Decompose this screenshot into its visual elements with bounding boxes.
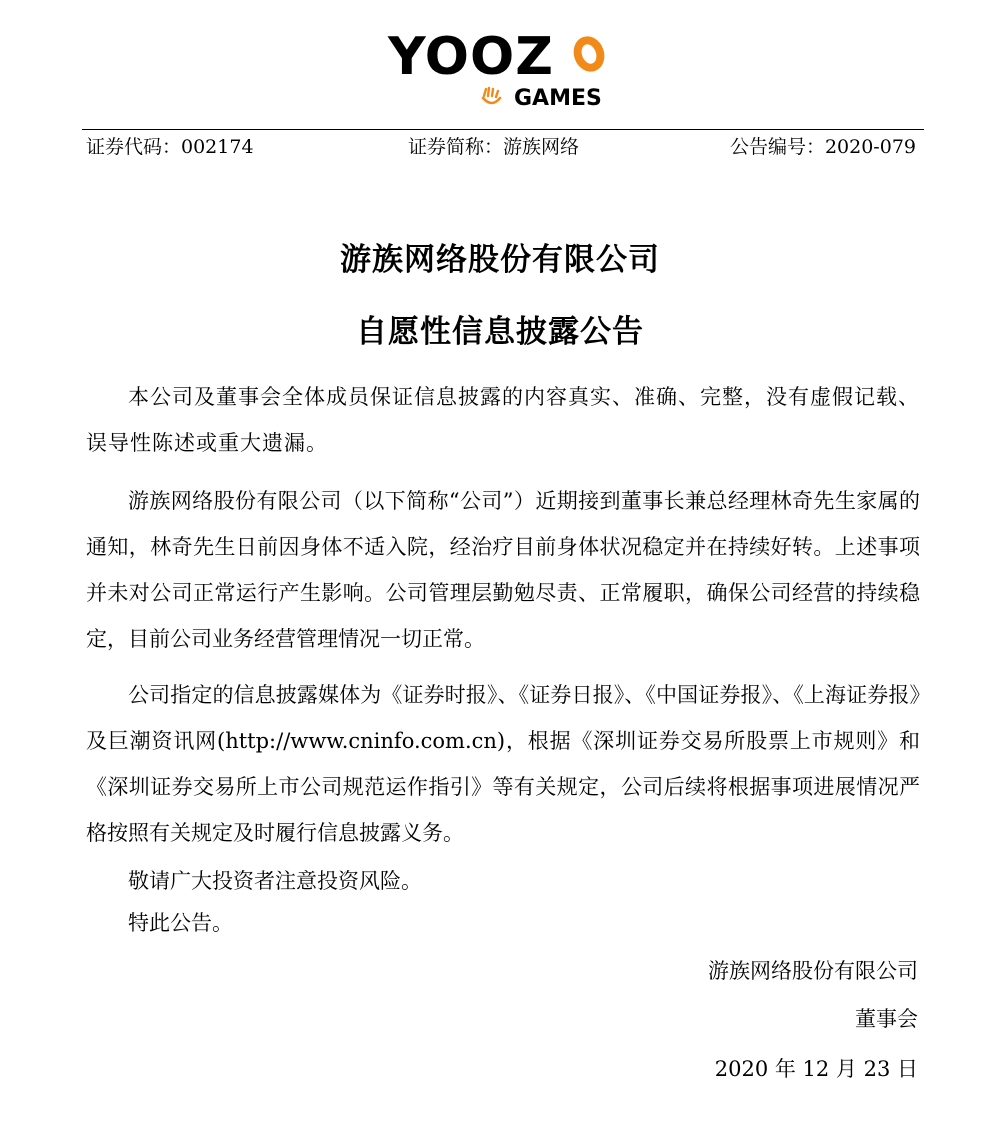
logo-games-text: GAMES — [514, 86, 602, 111]
notice-number: 公告编号：2020-079 — [729, 136, 916, 158]
signature-date: 2020 年 12 月 23 日 — [714, 1057, 918, 1081]
stock-code: 证券代码：002174 — [86, 136, 254, 158]
yoozoo-games-logo — [388, 27, 620, 112]
paragraph-closing: 特此公告。 — [128, 911, 233, 935]
header-divider — [82, 129, 924, 130]
paragraph-notice: 游族网络股份有限公司（以下简称“公司”）近期接到董事长兼总经理林奇先生家属的通知，林奇先生日前因身体不适入院，经治疗目前身体状况稳定并在持续好转。上述事项并未对公司正常运行产生影响。公司管理层勤勉尽责、正常履职，确保公司经营的持续稳定，目前公司业务经营管理情况一切正常。 — [86, 489, 920, 651]
stock-short-name: 证券简称：游族网络 — [408, 136, 580, 158]
signature-company: 游族网络股份有限公司 — [708, 959, 918, 983]
paragraph-guarantee: 本公司及董事会全体成员保证信息披露的内容真实、准确、完整，没有虚假记载、误导性陈述或重大遗漏。 — [86, 385, 920, 455]
hand-icon — [480, 86, 504, 110]
logo-wordmark: YOOZ — [388, 27, 554, 87]
notice-title: 自愿性信息披露公告 — [356, 314, 644, 350]
company-title: 游族网络股份有限公司 — [340, 242, 660, 278]
paragraph-risk: 敬请广大投资者注意投资风险。 — [128, 869, 422, 893]
signature-board: 董事会 — [855, 1007, 918, 1031]
paragraph-media: 公司指定的信息披露媒体为《证券时报》、《证券日报》、《中国证券报》、《上海证券报》及巨潮资讯网(http://www.cninfo.com.cn)，根据《深圳证券交易所股票上市规则》和《深圳证券交易所上市公司规范运作指引》等有关规定，公司后续将根据事项进展情况严格按照有关规定及时履行信息披露义务。 — [86, 683, 920, 845]
